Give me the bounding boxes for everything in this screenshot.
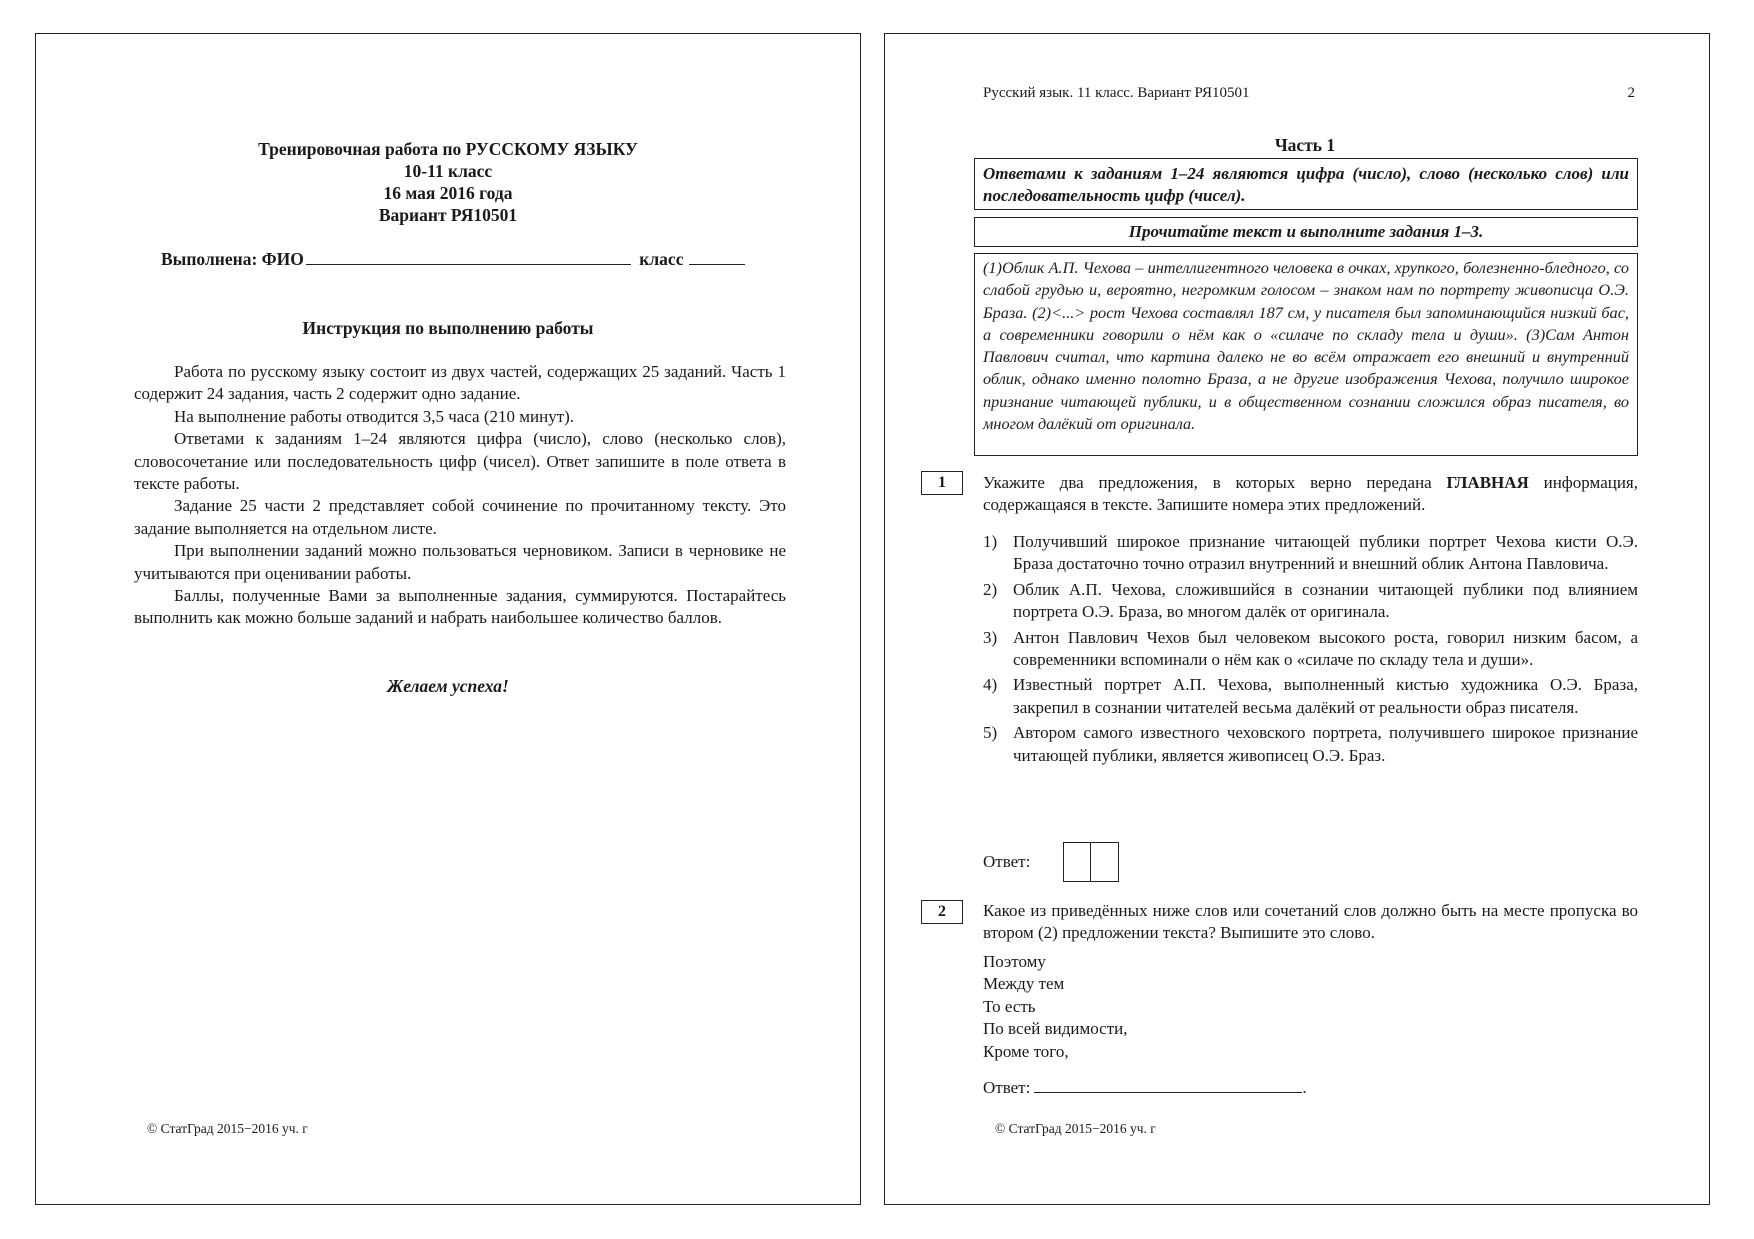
task-2-answer-period: .: [1302, 1078, 1307, 1097]
option-number: 3): [983, 627, 998, 647]
list-item: Кроме того,: [983, 1041, 1069, 1061]
fio-label: Выполнена: ФИО: [161, 249, 304, 269]
option-text: Облик А.П. Чехова, сложившийся в сознании читающей публики под влиянием портрета О.Э. Браза, во многом далёк от оригинала.: [1013, 579, 1638, 622]
option-number: 1): [983, 532, 998, 551]
read-instruction-box: Прочитайте текст и выполните задания 1–3.: [974, 217, 1638, 247]
list-item: [983, 722, 1638, 767]
option-text: Автором самого известного чеховского портрета, получившего широкое признание читающей публики, является живописец О.Э. Браз.: [1013, 723, 1638, 765]
task-2-word-list: [983, 951, 1127, 1063]
task-2-answer-field[interactable]: [1034, 1078, 1302, 1093]
list-item: Между тем: [983, 974, 1065, 994]
instruction-paragraph: Работа по русскому языку состоит из двух частей, содержащих 25 заданий. Часть 1 содержит 24 задания, часть 2 содержит одно задание.: [134, 362, 786, 404]
task-1-text-after: информация, содержащаяся в тексте. Запишите номера этих предложений.: [983, 473, 1638, 515]
instruction-paragraph: Задание 25 части 2 представляет собой сочинение по прочитанному тексту. Это задание выполняется на отдельном листе.: [134, 496, 786, 538]
title-line-3: 16 мая 2016 года: [383, 183, 513, 203]
fio-line: [161, 249, 745, 270]
copyright: © СтатГрад 2015−2016 уч. г: [995, 1121, 1156, 1136]
left-page: [35, 33, 861, 1205]
list-item: Поэтому: [983, 952, 1046, 971]
list-item: [983, 674, 1638, 719]
task-2-text: Какое из приведённых ниже слов или сочетаний слов должно быть на месте пропуска во втором (2) предложении текста? Выпишите это слово.: [983, 901, 1638, 943]
task-2-answer-line: [983, 1078, 1307, 1098]
task-1-answer-field[interactable]: [1063, 842, 1119, 882]
list-item: То есть: [983, 996, 1036, 1016]
title-line-4: Вариант РЯ10501: [378, 205, 518, 225]
instruction-paragraph: На выполнение работы отводится 3,5 часа (210 минут).: [174, 406, 575, 426]
instruction-paragraph: Ответами к заданиям 1–24 являются цифра (число), слово (несколько слов), словосочетание или последовательность цифр (чисел). Ответ запишите в поле ответа в тексте работы.: [134, 429, 786, 494]
part-title: Часть 1: [1274, 135, 1336, 155]
title-line-2: 10-11 класс: [403, 161, 493, 181]
list-item: [983, 531, 1638, 576]
task-2-answer-label: Ответ:: [983, 1078, 1031, 1097]
title-block: [36, 138, 860, 226]
copyright: © СтатГрад 2015−2016 уч. г: [147, 1121, 308, 1136]
right-page: [884, 33, 1710, 1205]
class-label: класс: [639, 249, 684, 269]
option-text: Получивший широкое признание читающей публики портрет Чехова кисти О.Э. Браза достаточно точно отразил внутренний и внешний облик Антона Павловича.: [1013, 532, 1638, 574]
instruction-paragraph: При выполнении заданий можно пользоваться черновиком. Записи в черновике не учитываются при оценивании работы.: [134, 541, 786, 583]
running-head: Русский язык. 11 класс. Вариант РЯ10501: [983, 85, 1250, 101]
list-item: По всей видимости,: [983, 1019, 1128, 1039]
option-number: 4): [983, 675, 998, 695]
instruction-heading: Инструкция по выполнению работы: [302, 318, 594, 338]
task-1-text-bold: ГЛАВНАЯ: [1446, 473, 1529, 492]
page-number: 2: [1627, 85, 1635, 101]
title-line-1: Тренировочная работа по РУССКОМУ ЯЗЫКУ: [258, 139, 638, 159]
task-1-text: [983, 472, 1638, 517]
list-item: [983, 579, 1638, 624]
option-text: Известный портрет А.П. Чехова, выполненный кистью художника О.Э. Браза, закрепил в сознании читателей весьма далёкий от реальности образ писателя.: [1013, 675, 1638, 717]
task-number-1: 1: [921, 471, 963, 495]
instruction-body: [134, 361, 786, 630]
fio-blank: [306, 249, 631, 265]
task-1-answer-label: Ответ:: [983, 852, 1031, 871]
answers-info-box: Ответами к заданиям 1–24 являются цифра (число), слово (несколько слов) или последовательность цифр (чисел).: [974, 158, 1638, 210]
option-number: 2): [983, 579, 998, 599]
answer-cell-1[interactable]: [1063, 842, 1091, 882]
instruction-paragraph: Баллы, полученные Вами за выполненные задания, суммируются. Постарайтесь выполнить как можно больше заданий и набрать наибольшее количество баллов.: [134, 586, 786, 628]
answer-cell-2[interactable]: [1091, 842, 1119, 882]
option-text: Антон Павлович Чехов был человеком высокого роста, говорил низким басом, а современники вспоминали о нём как о «силаче по складу тела и души».: [1013, 627, 1638, 670]
reading-passage: (1)Облик А.П. Чехова – интеллигентного человека в очках, хрупкого, болезненно-бледного, со слабой грудью и, вероятно, негромким голосом – знаком нам по портрету живописца О.Э. Браза. (2)<...> рост Чехова составлял 187 см, у писателя был запоминающийся низкий бас, а современники говорили о нём как о «силаче по складу тела и души». (3)Сам Антон Павлович считал, что картина далеко не во всём отражает его внешний и внутренний облик, однако именно полотно Браза, а не другие изображения Чехова, получило широкое признание читающей публики, и в общественном сознании сложился образ писателя, во многом далёкий от оригинала.: [974, 253, 1638, 456]
task-1-options: [983, 531, 1638, 770]
list-item: [983, 627, 1638, 672]
class-blank: [689, 249, 745, 265]
task-1-text-before: Укажите два предложения, в которых верно передана: [983, 473, 1432, 492]
wish-text: Желаем успеха!: [387, 676, 509, 696]
option-number: 5): [983, 723, 998, 743]
task-number-2: 2: [921, 900, 963, 924]
